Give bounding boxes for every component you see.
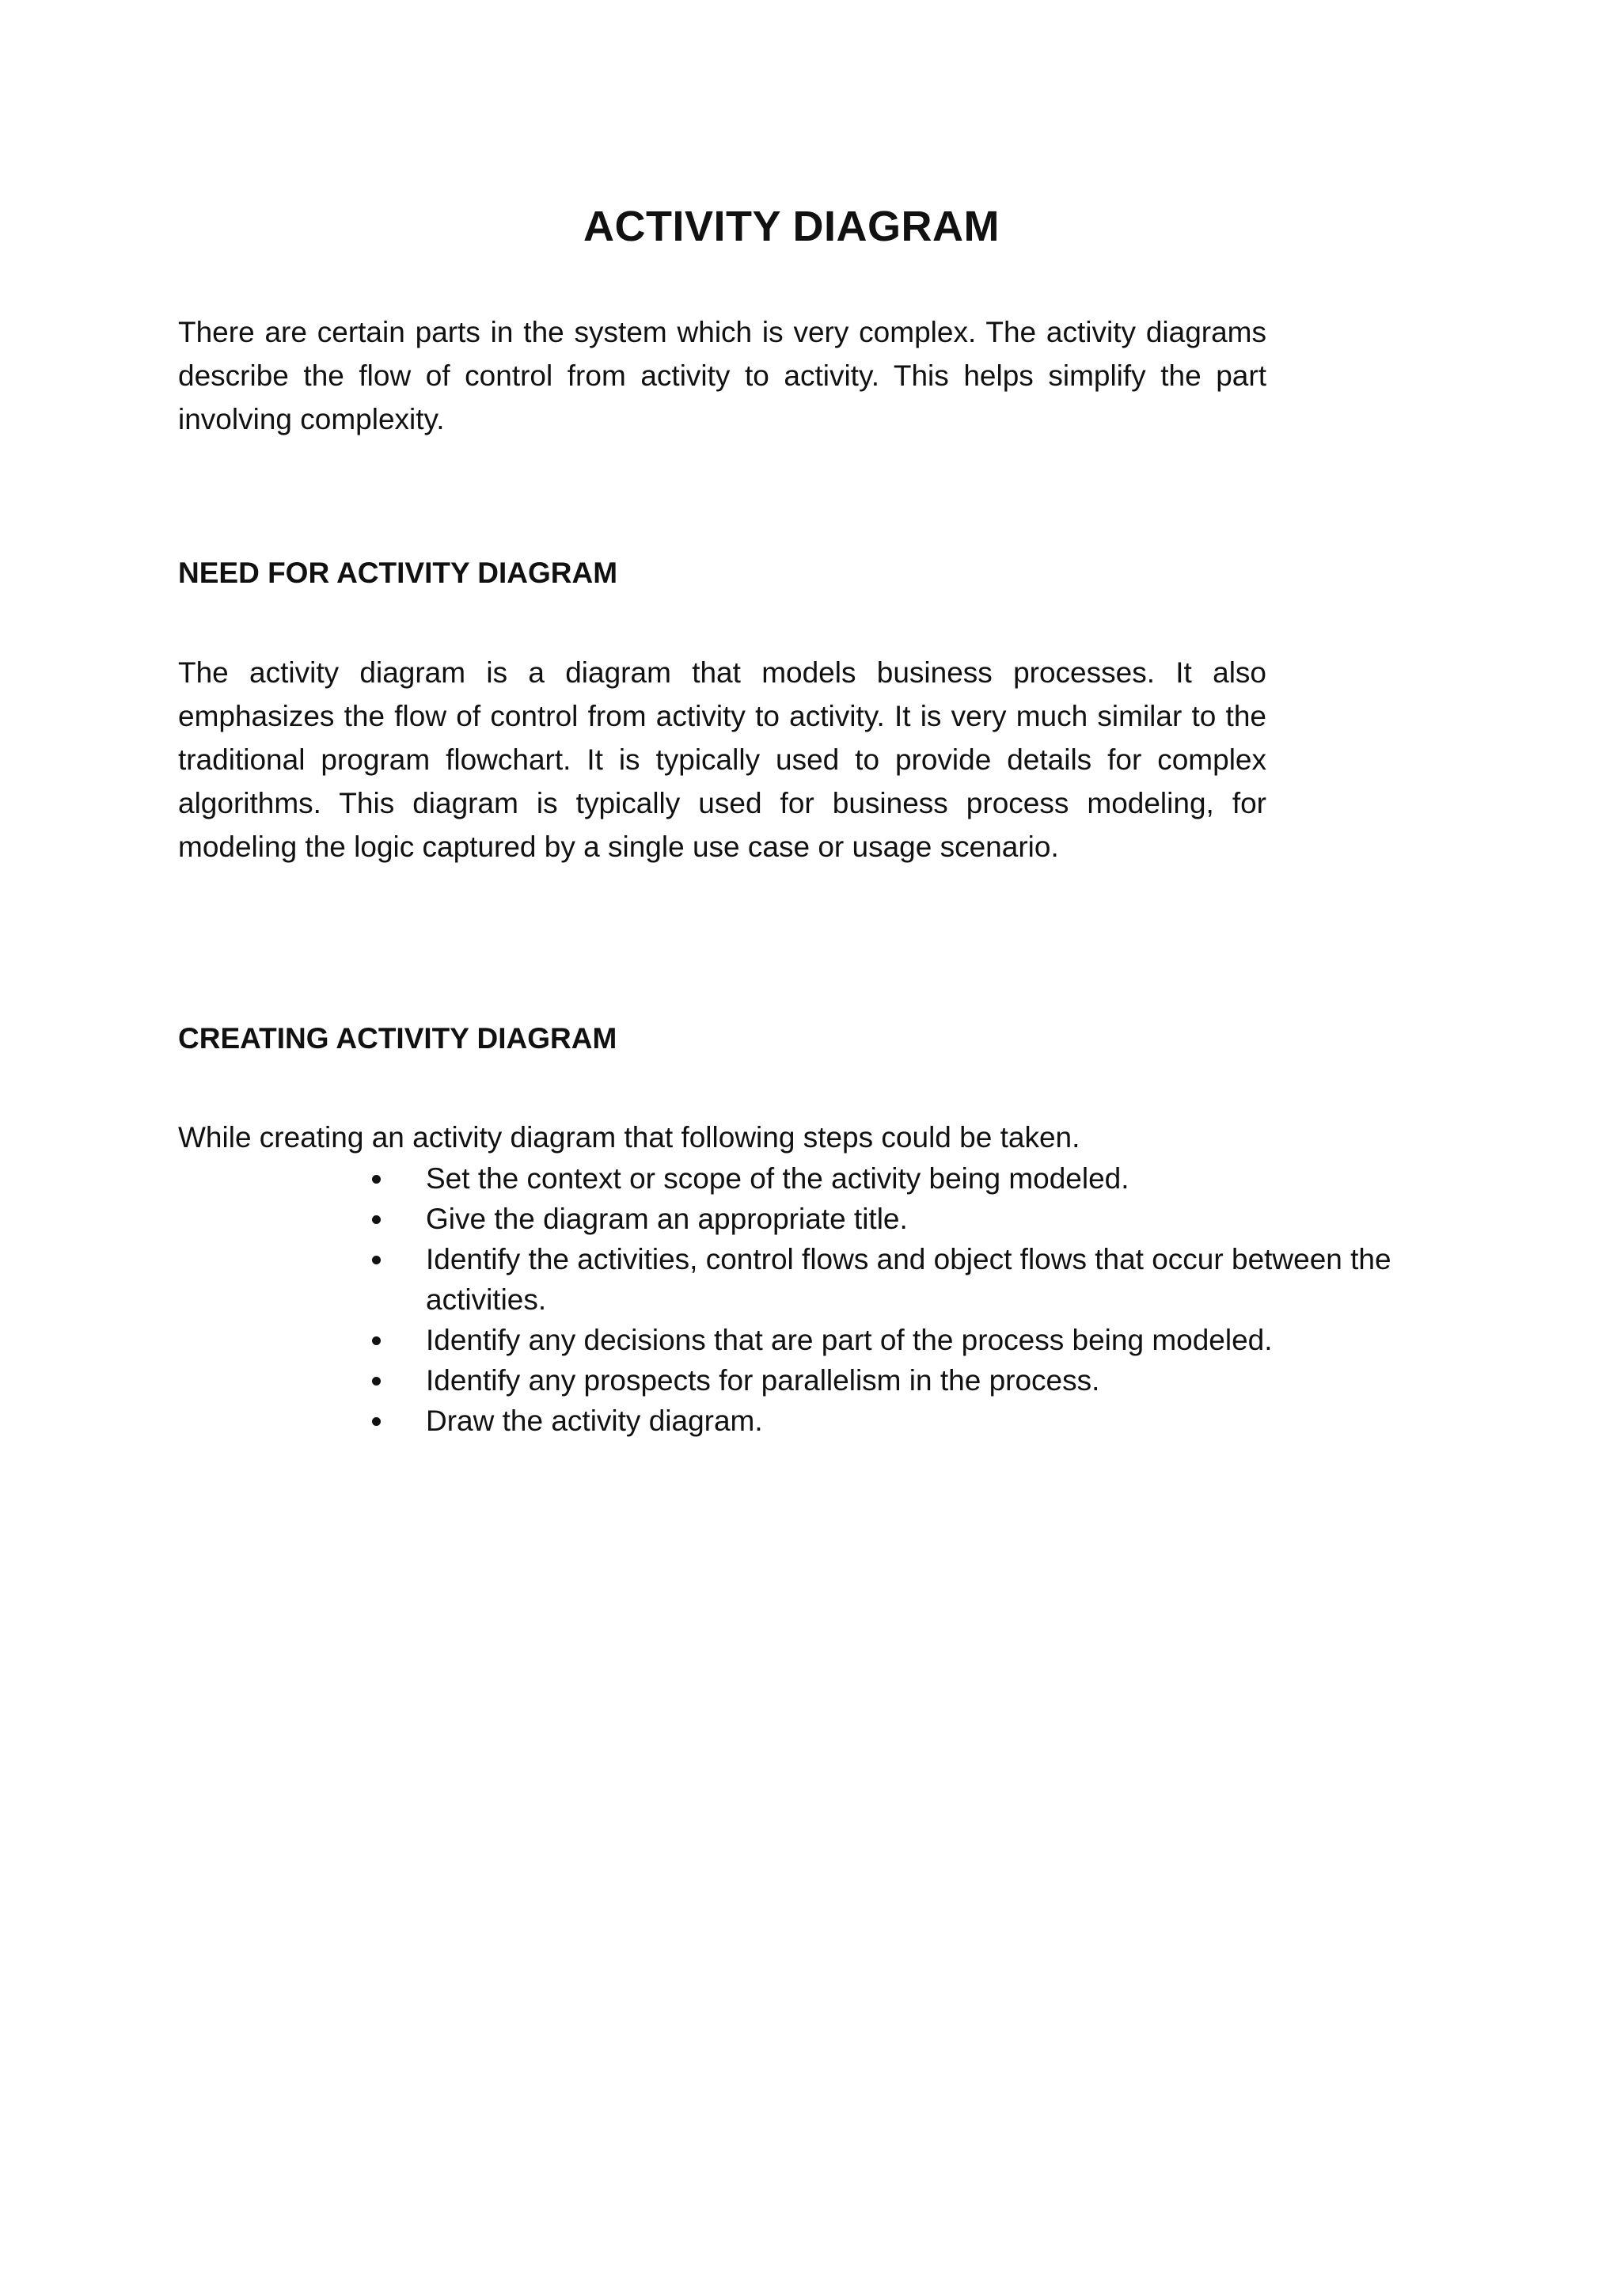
bullet-icon [372,1377,381,1386]
list-item [364,1320,1488,1360]
bullet-icon [372,1175,381,1184]
list-item [364,1360,1488,1401]
section-body-need: The activity diagram is a diagram that models business processes. It also emphasizes the flow of control from activity to activity. It is very much similar to the traditional program flowchart. It is typically used to provide details for complex algorithms. This diagram is typically used for business process modeling, for modeling the logic captured by a single use case or usage scenario. [178,656,1266,863]
step-text: Draw the activity diagram. [426,1405,763,1437]
list-item [364,1239,1488,1320]
section-heading-creating: CREATING ACTIVITY DIAGRAM [178,1022,617,1055]
bullet-icon [372,1256,381,1264]
steps-list [364,1158,1488,1441]
step-text: Give the diagram an appropriate title. [426,1203,908,1235]
step-text: Set the context or scope of the activity being modeled. [426,1162,1129,1195]
intro-paragraph: There are certain parts in the system which is very complex. The activity diagrams describe the flow of control from activity to activity. This helps simplify the part involving complexity. [178,316,1266,435]
bullet-icon [372,1336,381,1345]
list-item [364,1401,1488,1441]
step-text: Identify any decisions that are part of the process being modeled. [426,1324,1273,1356]
page-title: ACTIVITY DIAGRAM [583,203,1000,250]
list-item [364,1199,1488,1239]
step-text: Identify any prospects for parallelism in the process. [426,1364,1100,1397]
bullet-icon [372,1417,381,1426]
list-item [364,1158,1488,1199]
bullet-icon [372,1215,381,1224]
step-text: Identify the activities, control flows and object flows that occur between the activities. [426,1243,1391,1316]
section-body-creating: While creating an activity diagram that following steps could be taken. [178,1121,1080,1154]
section-heading-need: NEED FOR ACTIVITY DIAGRAM [178,557,618,589]
